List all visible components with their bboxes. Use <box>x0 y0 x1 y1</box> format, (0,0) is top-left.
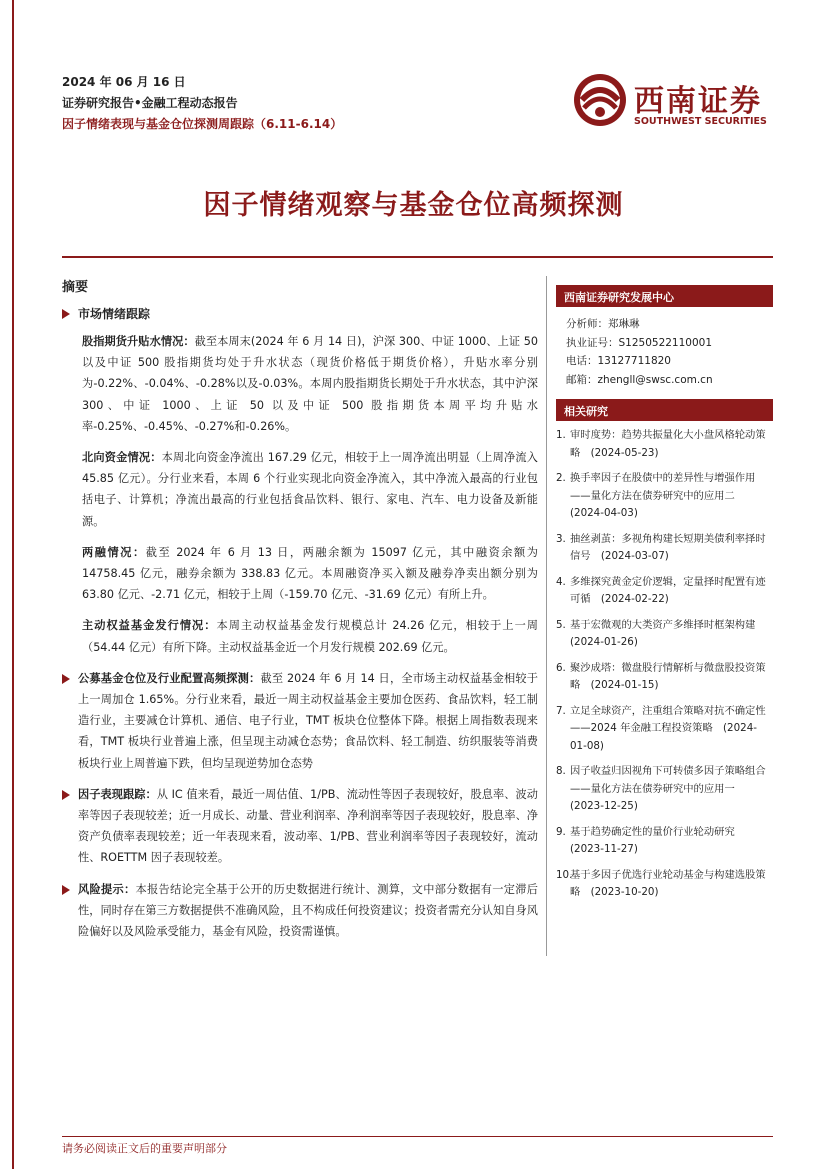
analyst-phone: 电话：13127711820 <box>566 355 671 367</box>
northbound-paragraph: 北向资金情况：本周北向资金净流出 167.29 亿元，相较于上一周净流出明显（上周净流入 45.85 亿元）。分行业来看，本周 6 个行业实现北向资金净流入，其中净流入最高的行业包括电子、计算机；净流出最高的行业包括食品饮料、银行、家电、汽车、电力设备及新能源。 <box>82 451 538 528</box>
column-divider <box>546 276 547 956</box>
bullet-triangle-icon <box>62 674 70 684</box>
related-item-number: 3. <box>556 532 566 545</box>
title-divider <box>62 256 773 258</box>
related-item-title: 立足全球资产，注重组合策略对抗不确定性——2024 年金融工程投资策略 (2024-01-08) <box>570 704 766 752</box>
report-header <box>62 72 342 135</box>
related-item-title: 多维探究黄金定价逻辑，定量择时配置有迹可循 (2024-02-22) <box>570 575 766 605</box>
related-item-number: 8. <box>556 765 566 777</box>
research-center-heading: 西南证券研究发展中心 <box>556 285 773 307</box>
company-logo <box>572 72 772 132</box>
footer-disclaimer: 请务必阅读正文后的重要声明部分 <box>62 1142 227 1155</box>
related-research-item[interactable] <box>556 660 773 695</box>
related-research <box>556 399 773 902</box>
related-item-number: 7. <box>556 704 566 717</box>
bullet-triangle-icon <box>62 309 70 319</box>
related-item-title: 聚沙成塔：微盘股行情解析与微盘股投资策略 (2024-01-15) <box>570 661 766 691</box>
abstract-label: 摘要 <box>62 280 89 295</box>
related-item-number: 1. <box>556 429 566 441</box>
related-item-number: 4. <box>556 575 566 588</box>
related-item-title: 基于多因子优选行业轮动基金与构建选股策略 (2023-10-20) <box>570 868 766 898</box>
related-research-item[interactable] <box>556 763 773 816</box>
futures-basis-paragraph: 股指期货升贴水情况：截至本周末(2024 年 6 月 14 日)，沪深 300、中证 1000、上证 50 以及中证 500 股指期货均处于升水状态（现货价格低于期货价格），升贴水率分别为-0.22%、-0.04%、-0.28%以及-0.03%。本周内股指期货长期处于升水状态，其中沪深 300、中证 1000、上证 50 以及中证 500 股指期货本周平均升贴水率-0.25%、-0.45%、-0.27%和-0.26%。 <box>82 335 538 433</box>
related-research-item[interactable] <box>556 470 773 523</box>
risk-warning-paragraph: 风险提示：本报告结论完全基于公开的历史数据进行统计、测算，文中部分数据有一定滞后性，同时存在第三方数据提供不准确风险，且不构成任何投资建议；投资者需充分认知自身风险偏好以及风险承受能力，基金有风险，投资需谨慎。 <box>62 879 538 943</box>
report-date: 2024 年 06 月 16 日 <box>62 75 186 89</box>
analyst-contact <box>556 307 773 395</box>
related-item-title: 审时度势：趋势共振量化大小盘风格轮动策略 (2024-05-23) <box>570 429 766 459</box>
bullet-triangle-icon <box>62 790 70 800</box>
related-item-title: 抽丝剥茧：多视角构建长短期美债利率择时信号 (2024-03-07) <box>570 532 766 562</box>
related-item-title: 换手率因子在股债中的差异性与增强作用——量化方法在债券研究中的应用二 (2024-04-03) <box>570 472 756 519</box>
analyst-name: 分析师：郑琳琳 <box>566 318 640 330</box>
report-series-name: 因子情绪表现与基金仓位探测周跟踪（6.11-6.14） <box>62 117 343 131</box>
sidebar <box>556 285 773 910</box>
factor-performance-paragraph: 因子表现跟踪：从 IC 值来看，最近一周估值、1/PB、流动性等因子表现较好，股息率、波动率等因子表现较差；近一月成长、动量、营业利润率、净利润率等因子表现较好，股息率、净资产负债率表现较差；近一年表现来看，波动率、1/PB、营业利润率等因子表现较好，流动性、ROETTM 因子表现较差。 <box>62 784 538 869</box>
related-research-heading: 相关研究 <box>556 399 773 421</box>
related-research-item[interactable] <box>556 703 773 756</box>
left-margin-rule <box>12 0 14 1169</box>
related-research-item[interactable] <box>556 617 773 652</box>
bullet-triangle-icon <box>62 885 70 895</box>
related-item-number: 5. <box>556 618 566 631</box>
footer-divider <box>62 1136 773 1137</box>
related-research-item[interactable] <box>556 867 773 902</box>
related-research-item[interactable] <box>556 427 773 462</box>
related-item-title: 因子收益归因视角下可转债多因子策略组合——量化方法在债券研究中的应用一 (2023-12-25) <box>570 765 766 812</box>
page-title: 因子情绪观察与基金仓位高频探测 <box>203 190 624 221</box>
related-item-title: 基于宏微观的大类资产多维择时框架构建 (2024-01-26) <box>570 618 766 648</box>
report-type: 证券研究报告•金融工程动态报告 <box>62 96 238 110</box>
analyst-license: 执业证号：S1250522110001 <box>566 336 713 349</box>
related-item-number: 2. <box>556 472 566 484</box>
related-research-list <box>556 421 773 902</box>
logo-emblem-icon <box>572 72 628 128</box>
abstract-section <box>62 276 538 952</box>
related-research-item[interactable] <box>556 824 773 859</box>
related-item-title: 基于趋势确定性的量价行业轮动研究 (2023-11-27) <box>570 825 746 855</box>
related-item-number: 9. <box>556 825 566 838</box>
fund-position-paragraph: 公募基金仓位及行业配置高频探测：截至 2024 年 6 月 14 日，全市场主动权益基金相较于上一周加仓 1.65%。分行业来看，最近一周主动权益基金主要加仓医药、食品饮料，轻工制造行业，主要减仓计算机、通信、电子行业，TMT 板块仓位整体下降。根据上周指数表现来看，TMT 板块行业普遍上涨，但呈现主动减仓态势；食品饮料、轻工制造、纺织服装等消费板块行业上周普遍下跌，但均呈现逆势加仓态势 <box>62 668 538 774</box>
margin-trading-paragraph: 两融情况：截至 2024 年 6 月 13 日，两融余额为 15097 亿元，其中融资余额为 14758.45 亿元，融券余额为 338.83 亿元。本周融资净买入额及融券净卖出额分别为 63.80 亿元、-2.71 亿元，相较于上周（-159.70 亿元、-31.69 亿元）有所上升。 <box>82 545 538 602</box>
logo-text-en: SOUTHWEST SECURITIES <box>634 116 767 127</box>
related-item-number: 6. <box>556 661 566 674</box>
related-research-item[interactable] <box>556 574 773 609</box>
market-sentiment-heading <box>62 305 538 322</box>
related-item-number: 10. <box>556 868 573 881</box>
fund-issuance-paragraph: 主动权益基金发行情况：本周主动权益基金发行规模总计 24.26 亿元，相较于上一周（54.44 亿元）有所下降。主动权益基金近一个月发行规模 202.69 亿元。 <box>82 619 538 654</box>
analyst-email[interactable]: 邮箱：zhengll@swsc.com.cn <box>566 373 713 386</box>
logo-text-cn: 西南证券 <box>634 84 762 119</box>
related-research-item[interactable] <box>556 531 773 566</box>
market-sentiment-label: 市场情绪跟踪 <box>78 307 151 321</box>
